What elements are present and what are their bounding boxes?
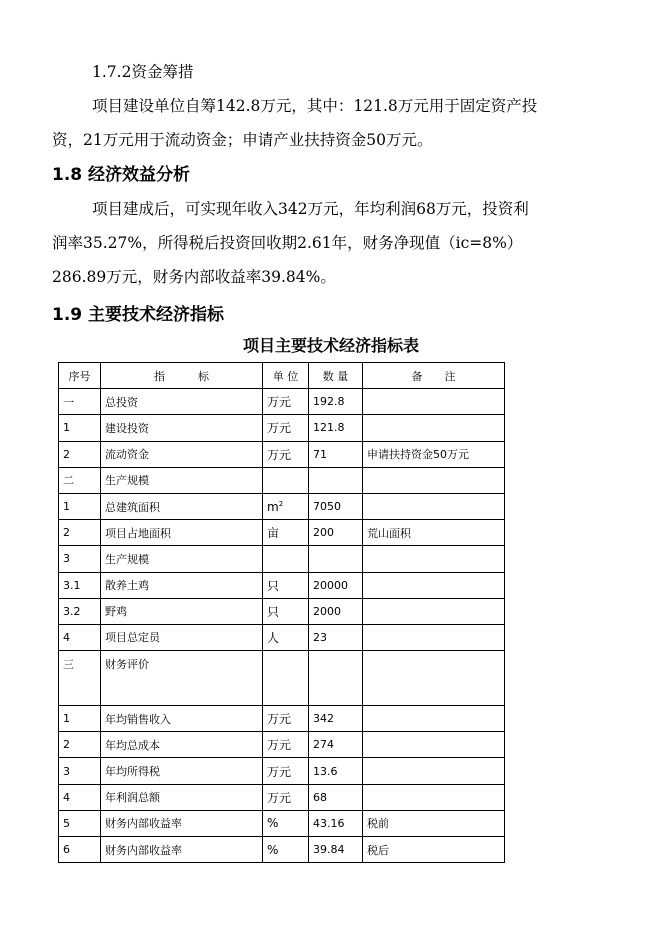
cell-unit: %: [263, 810, 309, 836]
cell-no: 2: [59, 732, 101, 758]
table-body: [59, 389, 505, 863]
cell-unit: $m^2$: [263, 493, 309, 519]
header-no: 序号: [59, 363, 101, 389]
cell-quantity: 2000: [309, 598, 363, 624]
cell-indicator: 年均总成本: [101, 732, 263, 758]
table-row: [59, 546, 505, 572]
cell-unit: 万元: [263, 441, 309, 467]
cell-note: [363, 651, 505, 706]
table-row: [59, 572, 505, 598]
cell-indicator: 年均销售收入: [101, 706, 263, 732]
header-quantity: 数 量: [309, 363, 363, 389]
table-row: [59, 467, 505, 493]
cell-indicator: 流动资金: [101, 441, 263, 467]
cell-note: [363, 598, 505, 624]
cell-quantity: [309, 651, 363, 706]
cell-no: 二: [59, 467, 101, 493]
table-row: [59, 758, 505, 784]
table-row: [59, 598, 505, 624]
table-header-row: [59, 363, 505, 389]
table-row: [59, 784, 505, 810]
benefit-line-1: 项目建成后，可实现年收入342万元，年均利润68万元，投资利: [92, 200, 529, 218]
cell-unit: 万元: [263, 758, 309, 784]
cell-indicator: 野鸡: [101, 598, 263, 624]
cell-quantity: 192.8: [309, 389, 363, 415]
cell-indicator: 财务评价: [101, 651, 263, 706]
cell-quantity: 23: [309, 624, 363, 650]
cell-unit: 万元: [263, 784, 309, 810]
cell-no: 三: [59, 651, 101, 706]
cell-quantity: 71: [309, 441, 363, 467]
benefit-line-3: 286.89万元，财务内部收益率39.84%。: [52, 268, 336, 286]
cell-unit: 万元: [263, 706, 309, 732]
cell-note: [363, 389, 505, 415]
table-row: [59, 651, 505, 706]
cell-unit: 只: [263, 598, 309, 624]
cell-quantity: 200: [309, 520, 363, 546]
cell-no: 6: [59, 837, 101, 863]
table-row: [59, 624, 505, 650]
cell-quantity: 39.84: [309, 837, 363, 863]
cell-no: 3.2: [59, 598, 101, 624]
cell-unit: 万元: [263, 415, 309, 441]
cell-no: 1: [59, 706, 101, 732]
unit-superscript: 2: [278, 499, 284, 508]
section-1-9-heading: 1.9 主要技术经济指标: [52, 305, 225, 325]
cell-indicator: 散养土鸡: [101, 572, 263, 598]
table-row: [59, 389, 505, 415]
cell-unit: [263, 651, 309, 706]
header-unit: 单 位: [263, 363, 309, 389]
funding-line-2: 资，21万元用于流动资金；申请产业扶持资金50万元。: [52, 131, 433, 149]
cell-quantity: 13.6: [309, 758, 363, 784]
cell-no: 2: [59, 520, 101, 546]
header-note: 备 注: [363, 363, 505, 389]
table-row: [59, 732, 505, 758]
header-indicator: 指 标: [101, 363, 263, 389]
table-row: [59, 493, 505, 519]
cell-note: [363, 546, 505, 572]
cell-no: 3: [59, 758, 101, 784]
cell-no: 1: [59, 415, 101, 441]
table-row: [59, 706, 505, 732]
cell-indicator: 总投资: [101, 389, 263, 415]
cell-quantity: [309, 467, 363, 493]
cell-unit: [263, 546, 309, 572]
cell-unit: 万元: [263, 732, 309, 758]
cell-no: 5: [59, 810, 101, 836]
cell-unit: 亩: [263, 520, 309, 546]
table-row: [59, 441, 505, 467]
cell-note: [363, 493, 505, 519]
section-1-8-heading: 1.8 经济效益分析: [52, 165, 191, 185]
cell-note: [363, 758, 505, 784]
cell-unit: 只: [263, 572, 309, 598]
cell-indicator: 生产规模: [101, 546, 263, 572]
cell-no: 4: [59, 784, 101, 810]
table-row: [59, 415, 505, 441]
cell-note: [363, 706, 505, 732]
cell-no: 一: [59, 389, 101, 415]
cell-indicator: 年均所得税: [101, 758, 263, 784]
cell-note: 税后: [363, 837, 505, 863]
cell-note: 荒山面积: [363, 520, 505, 546]
cell-no: 3: [59, 546, 101, 572]
cell-unit: 人: [263, 624, 309, 650]
cell-indicator: 项目总定员: [101, 624, 263, 650]
cell-unit: %: [263, 837, 309, 863]
cell-indicator: 项目占地面积: [101, 520, 263, 546]
cell-note: [363, 732, 505, 758]
cell-quantity: 7050: [309, 493, 363, 519]
cell-note: 税前: [363, 810, 505, 836]
cell-no: 1: [59, 493, 101, 519]
table-row: [59, 520, 505, 546]
cell-quantity: 68: [309, 784, 363, 810]
table-row: [59, 810, 505, 836]
section-1-7-2-heading: 1.7.2资金筹措: [92, 63, 194, 81]
benefit-line-2: 润率35.27%，所得税后投资回收期2.61年，财务净现值（ic=8%）: [52, 234, 523, 252]
cell-indicator: 财务内部收益率: [101, 837, 263, 863]
cell-quantity: 342: [309, 706, 363, 732]
cell-note: [363, 415, 505, 441]
indicator-table: [58, 362, 505, 863]
table-row: [59, 837, 505, 863]
cell-indicator: 生产规模: [101, 467, 263, 493]
cell-quantity: 43.16: [309, 810, 363, 836]
cell-indicator: 财务内部收益率: [101, 810, 263, 836]
cell-no: 4: [59, 624, 101, 650]
cell-indicator: 建设投资: [101, 415, 263, 441]
cell-quantity: 20000: [309, 572, 363, 598]
cell-note: 申请扶持资金50万元: [363, 441, 505, 467]
cell-unit: [263, 467, 309, 493]
cell-note: [363, 784, 505, 810]
cell-no: 2: [59, 441, 101, 467]
cell-no: 3.1: [59, 572, 101, 598]
table-caption: 项目主要技术经济指标表: [242, 336, 419, 355]
cell-indicator: 年利润总额: [101, 784, 263, 810]
cell-quantity: [309, 546, 363, 572]
cell-note: [363, 624, 505, 650]
cell-quantity: 274: [309, 732, 363, 758]
cell-unit: 万元: [263, 389, 309, 415]
cell-note: [363, 467, 505, 493]
cell-quantity: 121.8: [309, 415, 363, 441]
funding-line-1: 项目建设单位自筹142.8万元，其中：121.8万元用于固定资产投: [92, 97, 538, 115]
cell-note: [363, 572, 505, 598]
cell-indicator: 总建筑面积: [101, 493, 263, 519]
